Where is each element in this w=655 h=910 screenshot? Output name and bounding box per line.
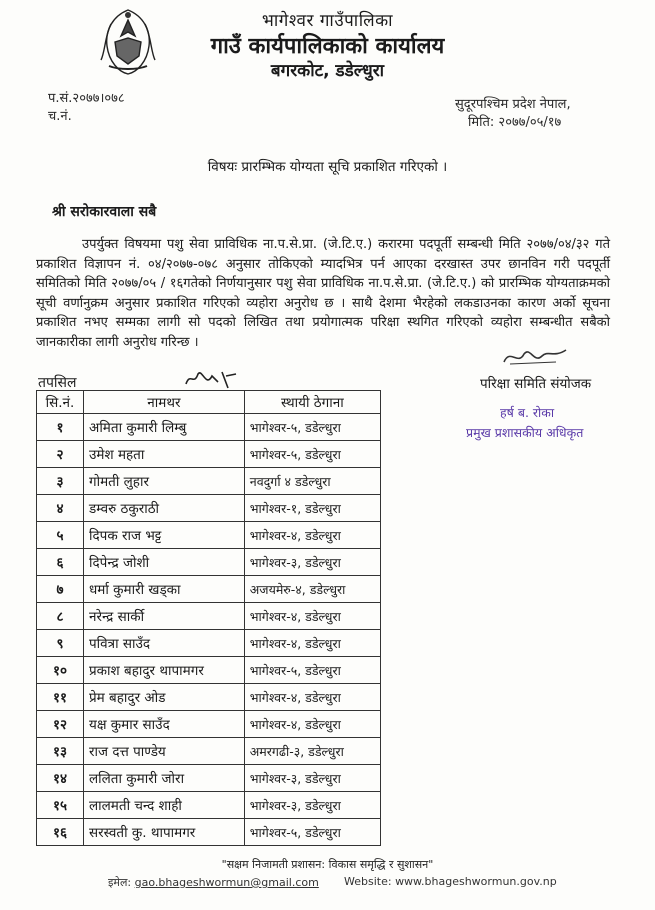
- committee-signature: [500, 344, 570, 370]
- table-row: [37, 657, 381, 684]
- office-title: गाउँ कार्यपालिकाको कार्यालय: [210, 34, 445, 59]
- candidate-table: [36, 390, 381, 846]
- row-serial-number: १४: [37, 765, 84, 792]
- row-permanent-address: भागेश्वर-५, डडेल्धुरा: [244, 819, 380, 846]
- letter-date: मिति: २०७७/०५/१७: [468, 115, 562, 130]
- row-candidate-name: सरस्वती कु. थापामगर: [84, 819, 245, 846]
- table-row: [37, 738, 381, 765]
- row-permanent-address: भागेश्वर-५, डडेल्धुरा: [244, 441, 380, 468]
- row-serial-number: १६: [37, 819, 84, 846]
- row-candidate-name: दिपक राज भट्ट: [84, 522, 245, 549]
- table-row: [37, 522, 381, 549]
- dispatch-number: च.नं.: [48, 109, 72, 124]
- row-serial-number: ९: [37, 630, 84, 657]
- email-label: इमेल:: [108, 876, 132, 889]
- row-candidate-name: गोमती लुहार: [84, 468, 245, 495]
- row-permanent-address: भागेश्वर-३, डडेल्धुरा: [244, 765, 380, 792]
- notice-body: उपर्युक्त विषयमा पशु सेवा प्राविधिक ना.प.से.प्रा. (जे.टि.ए.) करारमा पदपूर्ती सम्बन्धी मिति २०७७/०४/३२ गते प्रकाशित विज्ञापन नं. ०४/२०७७-०७८ अनुसार तोकिएको म्यादभित्र पर्न आएका दरखास्त उपर छानविन गरी पदपूर्ती समितिको मिति २०७७/०५ / १६गतेको निर्णयानुसार पशु सेवा प्राविधिक ना.प.से.प्रा. (जे.टि.ए.) को प्रारम्भिक योग्यताक्रमको सूची वर्णानुक्रम अनुसार प्रकाशित गरिएको व्यहोरा अनुरोध छ । साथै देशमा भैरहेको लकडाउनका कारण अर्को सूचना प्रकाशित नभए सम्मका लागी सो पदको लिखित तथा प्रयोगात्मक परिक्षा स्थगित गरिएको व्यहोरा सम्बन्धीत सबैको जानकारीका लागी अनुरोध गरिन्छ ।: [36, 237, 610, 350]
- website-label: Website:: [344, 875, 392, 888]
- table-row: [37, 414, 381, 441]
- column-header-address: स्थायी ठेगाना: [244, 391, 380, 414]
- row-serial-number: २: [37, 441, 84, 468]
- row-serial-number: १३: [37, 738, 84, 765]
- row-permanent-address: अमरगढी-३, डडेल्धुरा: [244, 738, 380, 765]
- row-permanent-address: भागेश्वर-३, डडेल्धुरा: [244, 792, 380, 819]
- notice-subject: विषयः प्रारम्भिक योग्यता सूचि प्रकाशित गरिएको ।: [207, 159, 448, 175]
- row-candidate-name: यक्ष कुमार साउँद: [84, 711, 245, 738]
- row-permanent-address: भागेश्वर-४, डडेल्धुरा: [244, 684, 380, 711]
- salutation: श्री सरोकारवाला सबै: [52, 204, 157, 220]
- row-serial-number: ४: [37, 495, 84, 522]
- table-row: [37, 576, 381, 603]
- table-row: [37, 468, 381, 495]
- municipality-name: भागेश्वर गाउँपालिका: [261, 11, 394, 31]
- row-serial-number: ५: [37, 522, 84, 549]
- row-candidate-name: डम्वरु ठकुराठी: [84, 495, 245, 522]
- row-permanent-address: भागेश्वर-५, डडेल्धुरा: [244, 657, 380, 684]
- row-serial-number: १०: [37, 657, 84, 684]
- row-serial-number: ११: [37, 684, 84, 711]
- chief-officer-title: प्रमुख प्रशासकीय अधिकृत: [466, 425, 584, 440]
- row-candidate-name: लालमती चन्द शाही: [84, 792, 245, 819]
- row-permanent-address: अजयमेरु-४, डडेल्धुरा: [244, 576, 380, 603]
- table-row: [37, 711, 381, 738]
- table-row: [37, 684, 381, 711]
- row-serial-number: १२: [37, 711, 84, 738]
- row-permanent-address: भागेश्वर-४, डडेल्धुरा: [244, 711, 380, 738]
- table-row: [37, 441, 381, 468]
- row-permanent-address: नवदुर्गा ४ डडेल्धुरा: [244, 468, 380, 495]
- email-link[interactable]: gao.bhageshwormun@gmail.com: [134, 876, 319, 889]
- website-link[interactable]: www.bhageshwormun.gov.np: [395, 875, 557, 888]
- row-permanent-address: भागेश्वर-४, डडेल्धुरा: [244, 522, 380, 549]
- table-row: [37, 603, 381, 630]
- table-row: [37, 549, 381, 576]
- column-header-sn: सि.नं.: [37, 391, 84, 414]
- handwritten-note: [182, 366, 242, 390]
- row-candidate-name: उमेश महता: [84, 441, 245, 468]
- row-serial-number: ३: [37, 468, 84, 495]
- row-permanent-address: भागेश्वर-५, डडेल्धुरा: [244, 414, 380, 441]
- row-candidate-name: दिपेन्द्र जोशी: [84, 549, 245, 576]
- row-candidate-name: नरेन्द्र सार्की: [84, 603, 245, 630]
- table-row: [37, 630, 381, 657]
- row-serial-number: ८: [37, 603, 84, 630]
- column-header-name: नामथर: [84, 391, 245, 414]
- row-serial-number: ६: [37, 549, 84, 576]
- office-motto: "सक्षम निजामती प्रशासन: विकास समृद्धि र सुशासन": [221, 858, 434, 871]
- row-candidate-name: प्रकाश बहादुर थापामगर: [84, 657, 245, 684]
- officer-name: हर्ष ब. रोका: [500, 405, 555, 420]
- table-row: [37, 819, 381, 846]
- row-permanent-address: भागेश्वर-१, डडेल्धुरा: [244, 495, 380, 522]
- schedule-label: तपसिल: [38, 375, 77, 391]
- row-candidate-name: धर्मा कुमारी खड्का: [84, 576, 245, 603]
- office-location: बगरकोट, डडेल्धुरा: [270, 61, 385, 81]
- website-row: [344, 875, 557, 888]
- row-serial-number: १: [37, 414, 84, 441]
- table-row: [37, 792, 381, 819]
- email-row: [108, 875, 319, 890]
- row-candidate-name: अमिता कुमारी लिम्बु: [84, 414, 245, 441]
- row-permanent-address: भागेश्वर-३, डडेल्धुरा: [244, 549, 380, 576]
- row-candidate-name: ललिता कुमारी जोरा: [84, 765, 245, 792]
- row-serial-number: १५: [37, 792, 84, 819]
- table-row: [37, 765, 381, 792]
- row-candidate-name: राज दत्त पाण्डेय: [84, 738, 245, 765]
- row-candidate-name: प्रेम बहादुर ओड: [84, 684, 245, 711]
- table-header-row: [37, 391, 381, 414]
- row-permanent-address: भागेश्वर-४, डडेल्धुरा: [244, 630, 380, 657]
- province-label: सुदूरपश्चिम प्रदेश नेपाल,: [455, 97, 571, 112]
- row-serial-number: ७: [37, 576, 84, 603]
- table-row: [37, 495, 381, 522]
- letter-number: प.सं.२०७७।०७८: [48, 91, 125, 106]
- row-candidate-name: पवित्रा साउँद: [84, 630, 245, 657]
- row-permanent-address: भागेश्वर-४, डडेल्धुरा: [244, 603, 380, 630]
- committee-coordinator-label: परिक्षा समिति संयोजक: [480, 376, 592, 392]
